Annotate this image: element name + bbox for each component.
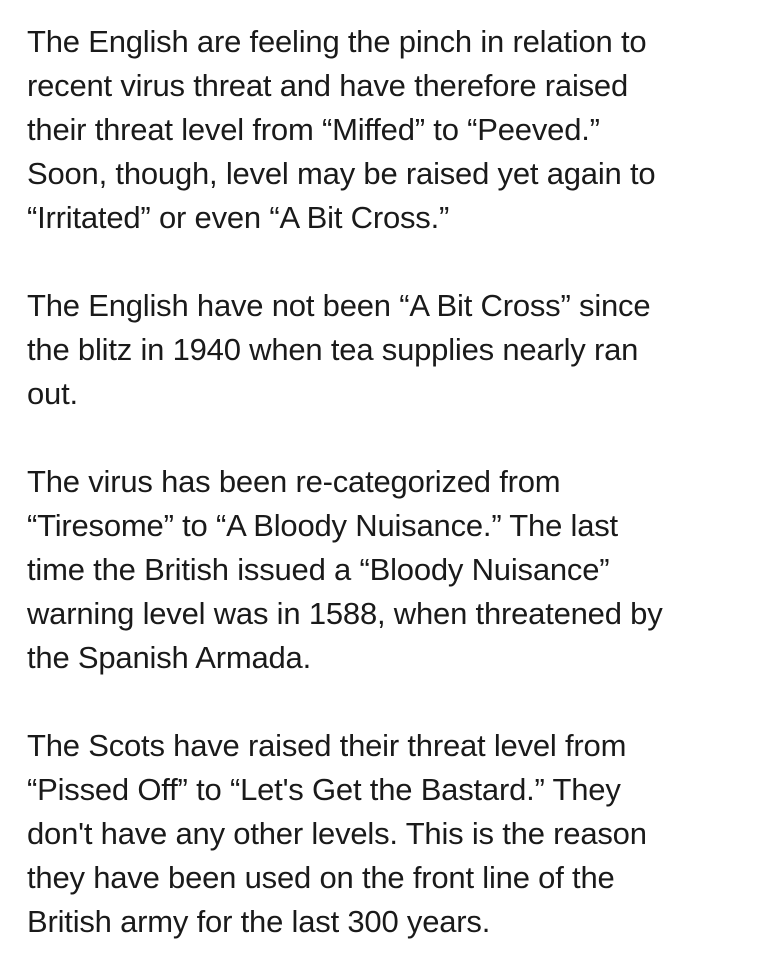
text-line: “Tiresome” to “A Bloody Nuisance.” The last bbox=[27, 508, 618, 543]
text-line: they have been used on the front line of the bbox=[27, 860, 615, 895]
text-line: The English are feeling the pinch in relation to bbox=[27, 24, 647, 59]
text-line: British army for the last 300 years. bbox=[27, 904, 491, 939]
text-line: warning level was in 1588, when threatened by bbox=[27, 596, 663, 631]
document-body bbox=[27, 20, 757, 944]
text-line: “Pissed Off” to “Let's Get the Bastard.” They bbox=[27, 772, 621, 807]
text-line: time the British issued a “Bloody Nuisance” bbox=[27, 552, 610, 587]
paragraph-blitz bbox=[27, 284, 757, 416]
text-line: “Irritated” or even “A Bit Cross.” bbox=[27, 200, 450, 235]
text-line: out. bbox=[27, 376, 78, 411]
text-line: The virus has been re-categorized from bbox=[27, 464, 561, 499]
text-line: The Scots have raised their threat level from bbox=[27, 728, 627, 763]
text-line: their threat level from “Miffed” to “Peeved.” bbox=[27, 112, 600, 147]
text-line: the Spanish Armada. bbox=[27, 640, 311, 675]
paragraph-scots bbox=[27, 724, 757, 944]
text-line: Soon, though, level may be raised yet again to bbox=[27, 156, 656, 191]
paragraph-threat-levels bbox=[27, 20, 757, 240]
text-line: The English have not been “A Bit Cross” since bbox=[27, 288, 651, 323]
paragraph-recategorized bbox=[27, 460, 757, 680]
text-line: recent virus threat and have therefore raised bbox=[27, 68, 629, 103]
text-line: the blitz in 1940 when tea supplies nearly ran bbox=[27, 332, 639, 367]
text-line: don't have any other levels. This is the reason bbox=[27, 816, 647, 851]
